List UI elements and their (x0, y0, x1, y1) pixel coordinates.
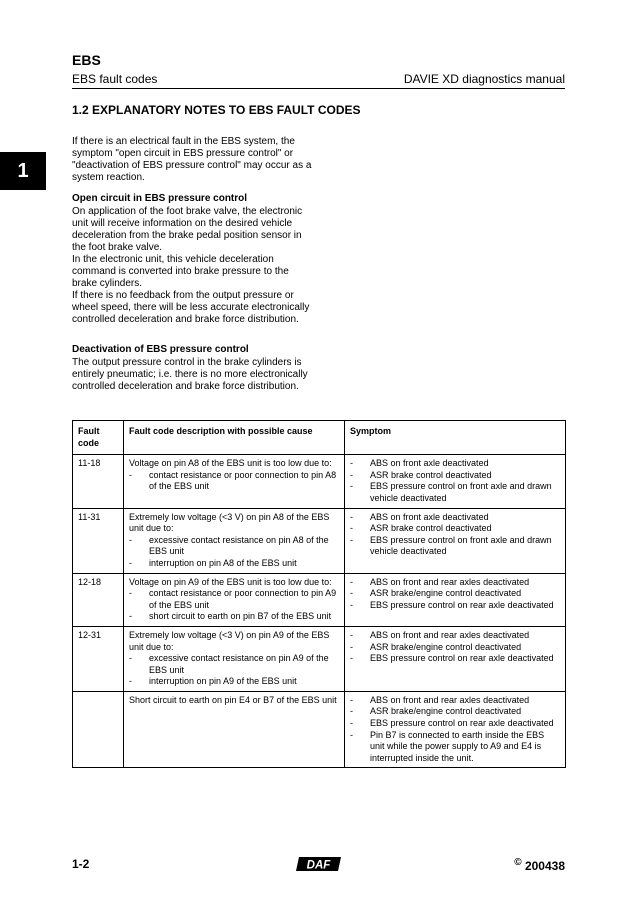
column-header-symptom: Symptom (345, 421, 566, 455)
header-subtitle: EBS fault codes (72, 72, 158, 86)
fault-code-cell (73, 691, 124, 768)
symptom-item: - ASR brake control deactivated (350, 523, 560, 535)
symptom-item: - EBS pressure control on rear axle deactivated (350, 653, 560, 665)
table-row (73, 455, 566, 508)
symptom-item: - EBS pressure control on front axle and drawn vehicle deactivated (350, 481, 560, 504)
page-number: 1-2 (72, 857, 90, 871)
symptom-item: - ASR brake control deactivated (350, 470, 560, 482)
symptom-item: - EBS pressure control on rear axle deactivated (350, 600, 560, 612)
cause-item: - interruption on pin A8 of the EBS unit (129, 558, 339, 570)
section-title-header: EBS (72, 52, 101, 68)
description-cell (124, 626, 345, 691)
document-number: 200438 (524, 859, 565, 873)
description-cell (124, 508, 345, 573)
daf-logo-icon (296, 856, 342, 872)
symptom-item: - ASR brake/engine control deactivated (350, 588, 560, 600)
symptom-cell (345, 455, 566, 508)
description-cell (124, 573, 345, 626)
symptom-item: - ASR brake/engine control deactivated (350, 706, 560, 718)
chapter-tab: 1 (0, 152, 46, 190)
fault-code-table (72, 420, 566, 768)
table-row (73, 626, 566, 691)
description-text: Short circuit to earth on pin E4 or B7 of the EBS unit (129, 694, 337, 705)
description-text: Voltage on pin A9 of the EBS unit is too low due to: (129, 576, 332, 587)
header-manual-title: DAVIE XD diagnostics manual (403, 72, 565, 86)
header-divider (72, 88, 565, 89)
open-circuit-line: In the electronic unit, this vehicle deceleration command is converted into brake pressure to the brake cylinders. (72, 254, 289, 289)
description-text: Voltage on pin A8 of the EBS unit is too low due to: (129, 458, 332, 469)
svg-text:DAF: DAF (306, 859, 331, 872)
fault-code-cell: 12-31 (73, 626, 124, 691)
section-heading: 1.2 EXPLANATORY NOTES TO EBS FAULT CODES (72, 103, 361, 117)
symptom-item: - ABS on front and rear axles deactivated (350, 577, 560, 589)
cause-item: - short circuit to earth on pin B7 of the EBS unit (129, 611, 339, 623)
deactivation-block (72, 344, 312, 393)
cause-item: - interruption on pin A9 of the EBS unit (129, 676, 339, 688)
fault-code-cell: 11-18 (73, 455, 124, 508)
symptom-item: - ABS on front and rear axles deactivated (350, 695, 560, 707)
symptom-item: - ABS on front axle deactivated (350, 512, 560, 524)
table-header-row (73, 421, 566, 455)
open-circuit-block (72, 193, 312, 326)
description-text: Extremely low voltage (<3 V) on pin A9 of the EBS unit due to: (129, 629, 330, 652)
symptom-cell (345, 691, 566, 768)
cause-item: - excessive contact resistance on pin A8 of the EBS unit (129, 535, 339, 558)
table-row (73, 691, 566, 768)
symptom-item: - EBS pressure control on front axle and drawn vehicle deactivated (350, 535, 560, 558)
intro-paragraph: If there is an electrical fault in the EBS system, the symptom "open circuit in EBS pressure control" or "deactivation of EBS pressure control" may occur as a system reaction. (72, 136, 312, 183)
cause-item: - excessive contact resistance on pin A9 of the EBS unit (129, 653, 339, 676)
open-circuit-line: On application of the foot brake valve, the electronic unit will receive information on the desired vehicle deceleration from the brake pedal position sensor in the foot brake valve. (72, 206, 303, 253)
column-header-description: Fault code description with possible cause (124, 421, 345, 455)
column-header-code: Fault code (73, 421, 124, 455)
description-cell (124, 455, 345, 508)
description-text: Extremely low voltage (<3 V) on pin A8 of the EBS unit due to: (129, 511, 330, 534)
description-cell (124, 691, 345, 768)
symptom-cell (345, 508, 566, 573)
symptom-cell (345, 573, 566, 626)
fault-code-cell: 12-18 (73, 573, 124, 626)
document-code (514, 857, 565, 873)
symptom-cell (345, 626, 566, 691)
symptom-item: - ABS on front axle deactivated (350, 458, 560, 470)
deactivation-text: The output pressure control in the brake cylinders is entirely pneumatic; i.e. there is no more electronically controlled deceleration and brake force distribution. (72, 357, 308, 392)
table-row (73, 573, 566, 626)
symptom-item: - EBS pressure control on rear axle deactivated (350, 718, 560, 730)
cause-item: - contact resistance or poor connection to pin A8 of the EBS unit (129, 470, 339, 493)
symptom-item: - ASR brake/engine control deactivated (350, 642, 560, 654)
open-circuit-heading: Open circuit in EBS pressure control (72, 193, 248, 204)
deactivation-heading: Deactivation of EBS pressure control (72, 344, 249, 355)
table-row (73, 508, 566, 573)
symptom-item: - Pin B7 is connected to earth inside the EBS unit while the power supply to A9 and E4 is interrupted inside the unit. (350, 730, 560, 765)
daf-logo (296, 856, 342, 877)
symptom-item: - ABS on front and rear axles deactivated (350, 630, 560, 642)
cause-item: - contact resistance or poor connection to pin A9 of the EBS unit (129, 588, 339, 611)
copyright-symbol: © (514, 857, 522, 868)
fault-code-cell: 11-31 (73, 508, 124, 573)
open-circuit-line: If there is no feedback from the output pressure or wheel speed, there will be less accurate electronically controlled deceleration and brake force distribution. (72, 290, 310, 325)
